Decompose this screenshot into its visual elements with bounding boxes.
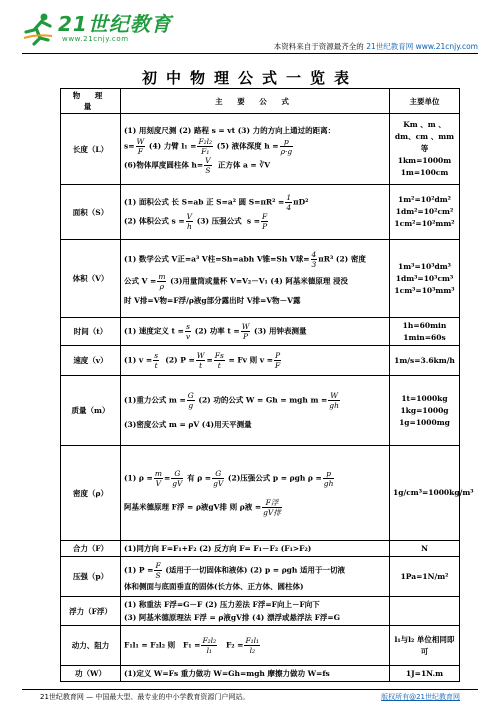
formula-cell: F₁l₁ = F₂l₂ 则 F₁ = $\frac{\text{F₂l₂}}{\text{l₁}}$ F₂ = $\frac{\text{F₁l₁}}{\text{l₂}}$ [121,626,390,666]
table-row-area [61,185,460,240]
quantity-cell: 浮力（F浮） [61,597,121,626]
fraction: $\frac{G}{gV}$ [213,469,224,488]
fraction: $\frac{s}{v}$ [185,322,191,341]
fraction: $\frac{W}{F}$ [136,136,145,156]
logo-text: 21世纪教育 [58,12,172,36]
unit-cell: Km 、m 、dm、cm 、mm 等 1km=1000m 1m=100cm [390,114,460,185]
quantity-cell: 密度（ρ） [61,446,121,541]
formula-line: (1) 数学公式 V正=a³ V柱=Sh=abh V锥=Sh V球= $\frac{4}{3}$ πR³ (2) 密度 [124,250,366,269]
table-row-volume [61,240,460,318]
quantity-cell: 速度（v） [61,346,121,376]
header-note-link[interactable]: 21世纪教育网 www.21cnjy.com [366,42,478,51]
formula-line: (1) 面积公式 长 S=ab 正 S=a² 圆 S=πR² = $\frac{1}{4}$ πD² [124,193,309,212]
formula-cell [121,446,390,541]
formula-line: (1) 称重法 F浮=G－F (2) 压力差法 F浮=F向上－F向下 [124,600,320,609]
formula-line: (2) 体积公式 s = $\frac{V}{h}$ (3) 压强公式 s = $\frac{F}{P}$ [124,212,268,231]
formula-line: (3)密度公式 m = ρV (4)用天平测量 [124,419,252,429]
table-header-row [61,89,460,114]
unit-cell: 1J=1N.m [390,666,460,682]
quantity-cell: 功（W） [61,666,121,682]
formula-line: (1) P = $\frac{F}{S}$ (适用于一切固体和液体) (2) p = ρgh 适用于一切液 [124,560,345,580]
fraction: $\frac{m}{\rho}$ [158,272,166,291]
quantity-cell: 质量（m） [61,376,121,446]
runner-icon [22,12,56,46]
formula-line: (3) 阿基米德原理法 F浮 = ρ液gV排 (4) 漂浮或悬浮法 F浮=G [124,613,341,622]
table-row-mass [61,376,460,446]
fraction: $\frac{Fs}{t}$ [214,351,224,370]
formula-cell [121,240,390,318]
fraction: $\frac{\text{F₂l₂}}{\text{F₁}}$ [198,136,213,156]
formula-line: 体和侧面与底面垂直的固体(长方体、正方体、圆柱体) [124,581,304,591]
formula-cell: (1) 速度定义 t = $\frac{s}{v}$ (2) 功率 t = $\frac{W}{P}$ (3) 用钟表测量 [121,318,390,346]
fraction: $\frac{\text{F₂l₂}}{\text{l₁}}$ [202,636,217,655]
unit-cell: 1Pa=1N/m² [390,557,460,597]
fraction: $\frac{m}{V}$ [154,469,162,488]
fraction: $\frac{p}{gh}$ [323,469,334,488]
quantity-cell: 长度（L） [61,114,121,185]
footer-text: 21世纪教育网 — 中国最大型、最专业的中小学教育资源门户网站。 [40,693,250,701]
table-row-speed [61,346,460,376]
header-divider [22,53,478,54]
column-header-unit: 主要单位 [390,89,460,114]
formula-cell [121,557,390,597]
formula-table [60,88,474,682]
table-row-time [61,318,460,346]
formula-line: s= $\frac{W}{F}$ (4) 力臂 l₁ = $\frac{\text{F₂l₂}}{\text{F₁}}$ (5) 液体深度 h = $\frac{p}{\rho\cdot g}$ [124,136,293,156]
fraction: $\frac{p}{\rho\cdot g}$ [280,136,293,156]
unit-cell: N [390,541,460,557]
formula-line: (6)物体厚度圆柱体 h= $\frac{V}{S}$ 正方体 a = ∛V [124,155,271,175]
table-row-pressure [61,557,460,597]
fraction: $\frac{\text{F浮}}{\text{gV排}}$ [263,498,281,517]
quantity-cell: 动力、阻力 [61,626,121,666]
footer-copyright-link[interactable]: 版权所有@21世纪教育网 [381,693,460,701]
table-row-density [61,446,460,541]
fraction: $\frac{s}{t}$ [154,351,159,370]
fraction: $\frac{W}{P}$ [241,322,250,341]
fraction: $\frac{V}{h}$ [186,212,193,231]
fraction: $\frac{1}{4}$ [286,193,292,212]
fraction: $\frac{V}{S}$ [205,155,211,175]
quantity-cell: 面积（S） [61,185,121,240]
table-row-length [61,114,460,185]
formula-cell [121,185,390,240]
formula-cell: (1)同方向 F=F₁+F₂ (2) 反方向 F= F₁－F₂ (F₁>F₂) [121,541,390,557]
formula-cell [121,114,390,185]
table-row-lever-forces [61,626,460,666]
formula-line: (1) ρ = $\frac{m}{V}$ = $\frac{G}{gV}$ 有 ρ = $\frac{G}{gV}$ (2)压强公式 p = ρgh ρ = $\frac{p}{gh}$ [124,469,334,488]
quantity-cell: 合力（F） [61,541,121,557]
formula-cell: (1) v = $\frac{s}{t}$ (2) P = $\frac{W}{t}$ = $\frac{Fs}{t}$ = Fv 则 v = $\frac{P}{F}$ [121,346,390,376]
fraction: $\frac{F}{S}$ [155,560,161,580]
formula-cell: (1)定义 W=Fs 重力做功 W=Gh=mgh 摩擦力做功 W=fs [121,666,390,682]
formula-cell [121,597,390,626]
fraction: $\frac{W}{gh}$ [329,390,339,410]
fraction: $\frac{P}{F}$ [275,351,281,370]
table-row-work [61,666,460,682]
site-logo[interactable] [22,6,172,52]
column-header-quantity: 物 理 量 [61,89,121,114]
header-source-note [274,41,478,52]
formula-line: 时 V排=V物=F浮/ρ液g部分露出时 V排=V物－V露 [124,296,301,305]
formula-line: (1) 用刻度尺测 (2) 路程 s = vt (3) 力的方向上通过的距离： [124,125,336,135]
header-note-prefix: 本资料来自于资源最齐全的 [273,42,364,51]
footer-divider [22,689,478,690]
unit-cell: 1m/s=3.6km/h [390,346,460,376]
unit-cell: 1m³=10³dm³ 1dm³=10³cm³ 1cm³=10³mm³ [390,240,460,318]
fraction: $\frac{G}{gV}$ [172,469,183,488]
page-title: 初中物理公式一览表 [141,69,358,87]
page-header [0,0,500,60]
fraction: $\frac{W}{t}$ [196,351,205,370]
fraction: $\frac{4}{3}$ [311,250,317,269]
formula-line: 阿基米德原理 F浮 = ρ液gV排 则 ρ液 = $\frac{\text{F浮}}{\text{gV排}}$ [124,498,281,517]
unit-cell [390,597,460,626]
column-header-formula: 主 要 公 式 [121,89,390,114]
unit-cell: 1h=60min 1min=60s [390,318,460,346]
unit-cell: 1g/cm³=1000kg/m³ [390,446,460,541]
fraction: $\frac{\text{F₁l₁}}{\text{l₂}}$ [245,636,260,655]
formula-cell [121,376,390,446]
quantity-cell: 压强（p） [61,557,121,597]
logo-url: www.21cnjy.com [62,35,129,43]
table-row-buoyancy [61,597,460,626]
unit-cell: 1m²=10²dm² 1dm²=10²cm² 1cm²=10²mm² [390,185,460,240]
quantity-cell: 时间（t） [61,318,121,346]
unit-cell: l₁与l₂ 单位相同即可 [390,626,460,666]
quantity-cell: 体积（V） [61,240,121,318]
formula-line: (1)重力公式 m = $\frac{G}{g}$ (2) 功的公式 W = Gh = mgh m = $\frac{W}{gh}$ [124,390,339,410]
unit-cell: 1t=1000kg 1kg=1000g 1g=1000mg [390,376,460,446]
table-row-resultant-force [61,541,460,557]
formula-line: 公式 V = $\frac{m}{\rho}$ (3)用量筒或量杯 V=V₂－V₁ (4) 阿基米德原理 浸没 [124,272,348,291]
fraction: $\frac{G}{g}$ [187,390,194,410]
fraction: $\frac{F}{P}$ [262,212,268,231]
